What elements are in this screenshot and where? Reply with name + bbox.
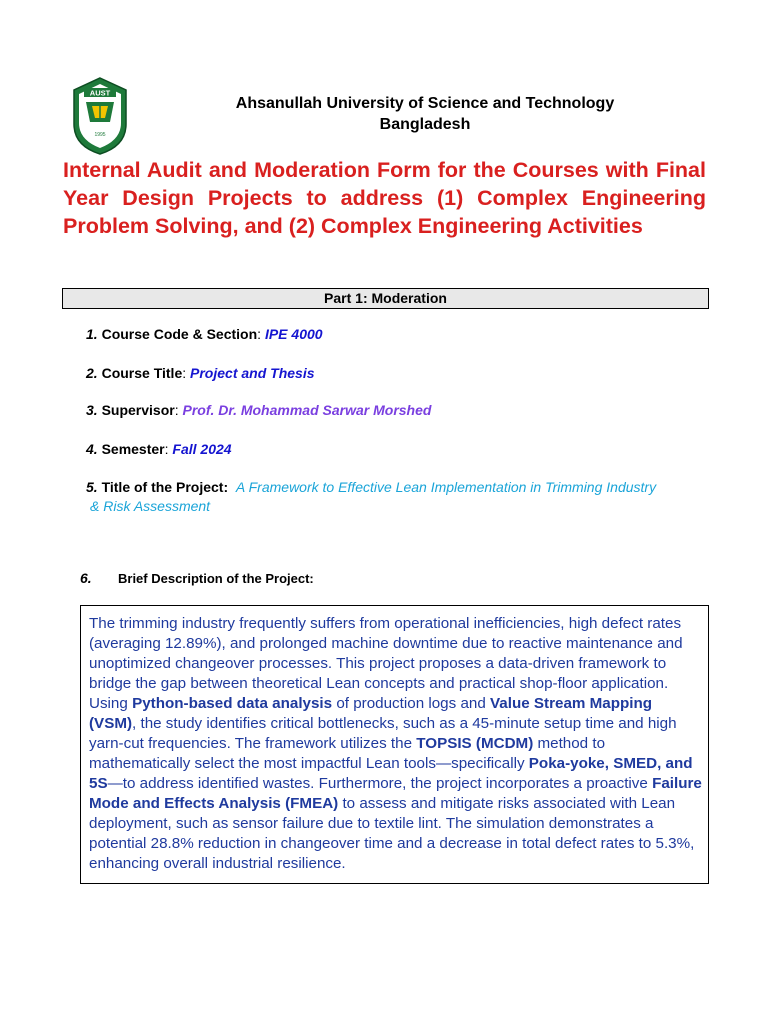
course-title-row: [86, 364, 315, 383]
supervisor-label: Supervisor: [101, 402, 175, 418]
course-title-label: Course Title: [101, 365, 183, 381]
description-highlight: Value Stream Mapping (VSM): [89, 695, 653, 732]
course-code-value: IPE 4000: [264, 326, 323, 342]
supervisor-value: Prof. Dr. Mohammad Sarwar Morshed: [182, 402, 432, 418]
description-label: Brief Description of the Project:: [118, 571, 314, 586]
university-country: Bangladesh: [379, 116, 471, 133]
university-name: Ahsanullah University of Science and Technology: [235, 95, 615, 112]
course-code-label: Course Code & Section: [101, 326, 258, 342]
course-code-row: [86, 325, 323, 344]
item-number: 4.: [86, 441, 98, 457]
description-text: —to address identified wastes. Furthermore, the project incorporates a proactive: [107, 775, 653, 792]
description-highlight: TOPSIS (MCDM): [416, 735, 534, 752]
separator: :: [257, 326, 265, 342]
description-text: method to mathematically select the most impactful Lean tools—specifically: [89, 735, 606, 772]
logo-text: AUST: [89, 88, 111, 98]
description-highlight: Failure Mode and Effects Analysis (FMEA): [89, 775, 702, 812]
item-number: 6.: [80, 570, 92, 586]
description-text: to assess and mitigate risks associated with Lean deployment, such as sensor failure due to textile lint. The simulation demonstrates a potential 28.8% reduction in changeover time and a decrease in total defect rates to 5.3%, enhancing overall industrial resilience.: [89, 795, 695, 872]
semester-label: Semester: [101, 441, 165, 457]
semester-row: [86, 440, 232, 459]
part1-heading: Part 1: Moderation: [62, 288, 709, 309]
item-number: 3.: [86, 402, 98, 418]
project-title-value-line1: A Framework to Effective Lean Implementation in Trimming Industry: [235, 479, 657, 495]
description-text: of production logs and: [332, 695, 490, 712]
project-title-label: Title of the Project:: [101, 479, 229, 495]
separator: :: [182, 365, 191, 381]
semester-value: Fall 2024: [172, 441, 232, 457]
form-title: Internal Audit and Moderation Form for the Courses with Final Year Design Projects to address (1) Complex Engineering Problem Solving, and (2) Complex Engineering Activities: [63, 158, 706, 238]
description-text: The trimming industry frequently suffers from operational inefficiencies, high defect rates (averaging 12.89%), and prolonged machine downtime due to reactive maintenance and unoptimized changeover processes. This project proposes a data-driven framework to bridge the gap between theoretical Lean concepts and practical shop-floor application. Using: [89, 615, 683, 712]
university-logo: [72, 76, 128, 156]
project-title-row: [86, 478, 716, 516]
description-highlight: Python-based data analysis: [132, 695, 333, 712]
description-highlight: Poka-yoke, SMED, and 5S: [89, 755, 693, 792]
separator: :: [164, 441, 173, 457]
item-number: 5.: [86, 479, 98, 495]
item-number: 1.: [86, 326, 98, 342]
logo-year: 1995: [94, 132, 106, 138]
project-description: [80, 605, 709, 884]
supervisor-row: [86, 401, 431, 420]
project-title-value-line2: & Risk Assessment: [90, 498, 211, 514]
separator: :: [174, 402, 183, 418]
university-header: [140, 93, 710, 135]
course-title-value: Project and Thesis: [190, 365, 315, 381]
description-text: , the study identifies critical bottlenecks, such as a 45-minute setup time and high yarn-cut frequencies. The framework utilizes the: [89, 715, 677, 752]
item-number: 2.: [86, 365, 98, 381]
